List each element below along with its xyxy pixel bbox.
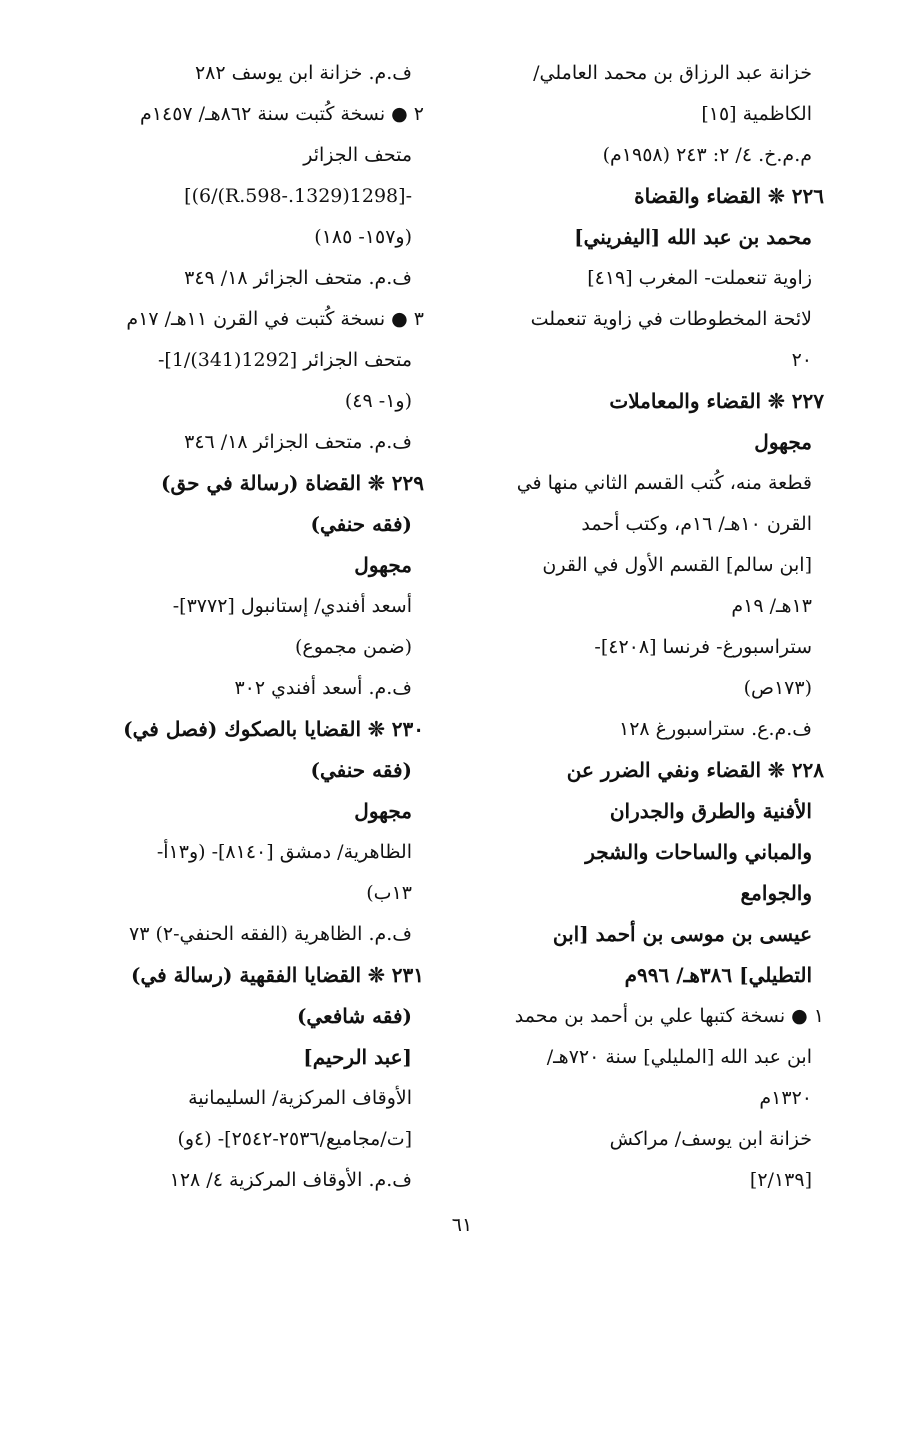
text-line: أسعد أفندي/ إستانبول [٣٧٧٢]- [172,595,412,617]
entry-heading-line: مجهول [354,553,412,577]
text-line: ١ ● نسخة كتبها علي بن أحمد بن محمد [514,1005,824,1027]
entry-heading-line: ٢٣١ ❊ القضايا الفقهية (رسالة في) [130,963,424,987]
page-number: ٦١ [451,1214,473,1236]
text-line: خزانة عبد الرزاق بن محمد العاملي/ [533,62,812,84]
text-line: ف.م. متحف الجزائر ١٨/ ٣٤٦ [184,431,412,453]
left-column [104,58,424,1206]
text-line: [٢/١٣٩] [749,1169,812,1191]
text-line: متحف الجزائر [303,144,412,166]
entry-heading-line: والجوامع [740,881,812,905]
text-line: ١٣ب) [366,882,412,904]
text-line: ابن عبد الله [المليلي] سنة ٧٢٠هـ/ [546,1046,812,1068]
entry-heading-line: ٢٢٨ ❊ القضاء ونفي الضرر عن [566,758,824,782]
entry-heading-line: التطيلي] ٣٨٦هـ/ ٩٩٦م [624,963,812,987]
text-line: زاوية تنعملت- المغرب [٤١٩] [587,267,812,289]
text-line: ٣ ● نسخة كُتبت في القرن ١١هـ/ ١٧م [126,308,424,330]
entry-heading-line: (فقه حنفي) [310,758,412,782]
entry-heading-line: الأفنية والطرق والجدران [609,799,812,823]
text-line: قطعة منه، كُتب القسم الثاني منها في [516,472,812,494]
entry-heading-line: [عبد الرحيم] [303,1045,412,1069]
entry-heading-line: ٢٣٠ ❊ القضايا بالصكوك (فصل في) [123,717,424,741]
text-line: ف.م.ع. ستراسبورغ ١٢٨ [618,718,812,740]
text-line: خزانة ابن يوسف/ مراكش [609,1128,812,1150]
text-line: ١٣٢٠م [759,1087,812,1109]
text-line: الكاظمية [١٥] [701,103,812,125]
text-line: لائحة المخطوطات في زاوية تنعملت [530,308,812,330]
entry-heading-line: (فقه شافعي) [296,1004,412,1028]
text-line: (و١٥٧- ١٨٥) [314,226,412,248]
entry-heading-line: مجهول [754,430,812,454]
text-line: ف.م. الظاهرية (الفقه الحنفي-٢) ٧٣ [129,923,412,945]
text-line: متحف الجزائر [1292(341)/1]- [157,349,412,371]
text-line: -[1298(1329.-R.598)/6)] [184,185,412,207]
entry-heading-line: عيسى بن موسى بن أحمد [ابن [552,922,812,946]
text-line: ف.م. متحف الجزائر ١٨/ ٣٤٩ [184,267,412,289]
entry-heading-line: ٢٢٦ ❊ القضاء والقضاة [634,184,824,208]
entry-heading-line: والمباني والساحات والشجر [585,840,812,864]
text-line: ف.م. خزانة ابن يوسف ٢٨٢ [194,62,412,84]
entry-heading-line: (فقه حنفي) [310,512,412,536]
entry-heading-line: محمد بن عبد الله [اليفريني] [574,225,812,249]
text-line: ٢٠ [791,349,812,371]
entry-heading-line: ٢٢٧ ❊ القضاء والمعاملات [609,389,824,413]
text-line: ستراسبورغ- فرنسا [٤٢٠٨]- [594,636,812,658]
text-line: (ضمن مجموع) [294,636,412,658]
text-line: الأوقاف المركزية/ السليمانية [188,1087,412,1109]
text-line: ١٣هـ/ ١٩م [731,595,812,617]
text-line: الظاهرية/ دمشق [٨١٤٠]- (و١٣أ- [156,841,412,863]
text-line: (١٧٣ص) [743,677,812,699]
text-line: [ت/مجاميع/٢٥٣٦-٢٥٤٢]- (٤و) [177,1128,412,1150]
text-line: م.م.خ. ٤/ ٢: ٢٤٣ (١٩٥٨م) [602,144,812,166]
text-line: ف.م. الأوقاف المركزية ٤/ ١٢٨ [169,1169,412,1191]
entry-heading-line: ٢٢٩ ❊ القضاة (رسالة في حق) [160,471,424,495]
text-line: ف.م. أسعد أفندي ٣٠٢ [234,677,412,699]
text-line: ٢ ● نسخة كُتبت سنة ٨٦٢هـ/ ١٤٥٧م [140,103,424,125]
text-line: (و١- ٤٩) [344,390,412,412]
entry-heading-line: مجهول [354,799,412,823]
right-column [494,58,824,1206]
text-line: [ابن سالم] القسم الأول في القرن [542,554,812,576]
text-line: القرن ١٠هـ/ ١٦م، وكتب أحمد [581,513,812,535]
